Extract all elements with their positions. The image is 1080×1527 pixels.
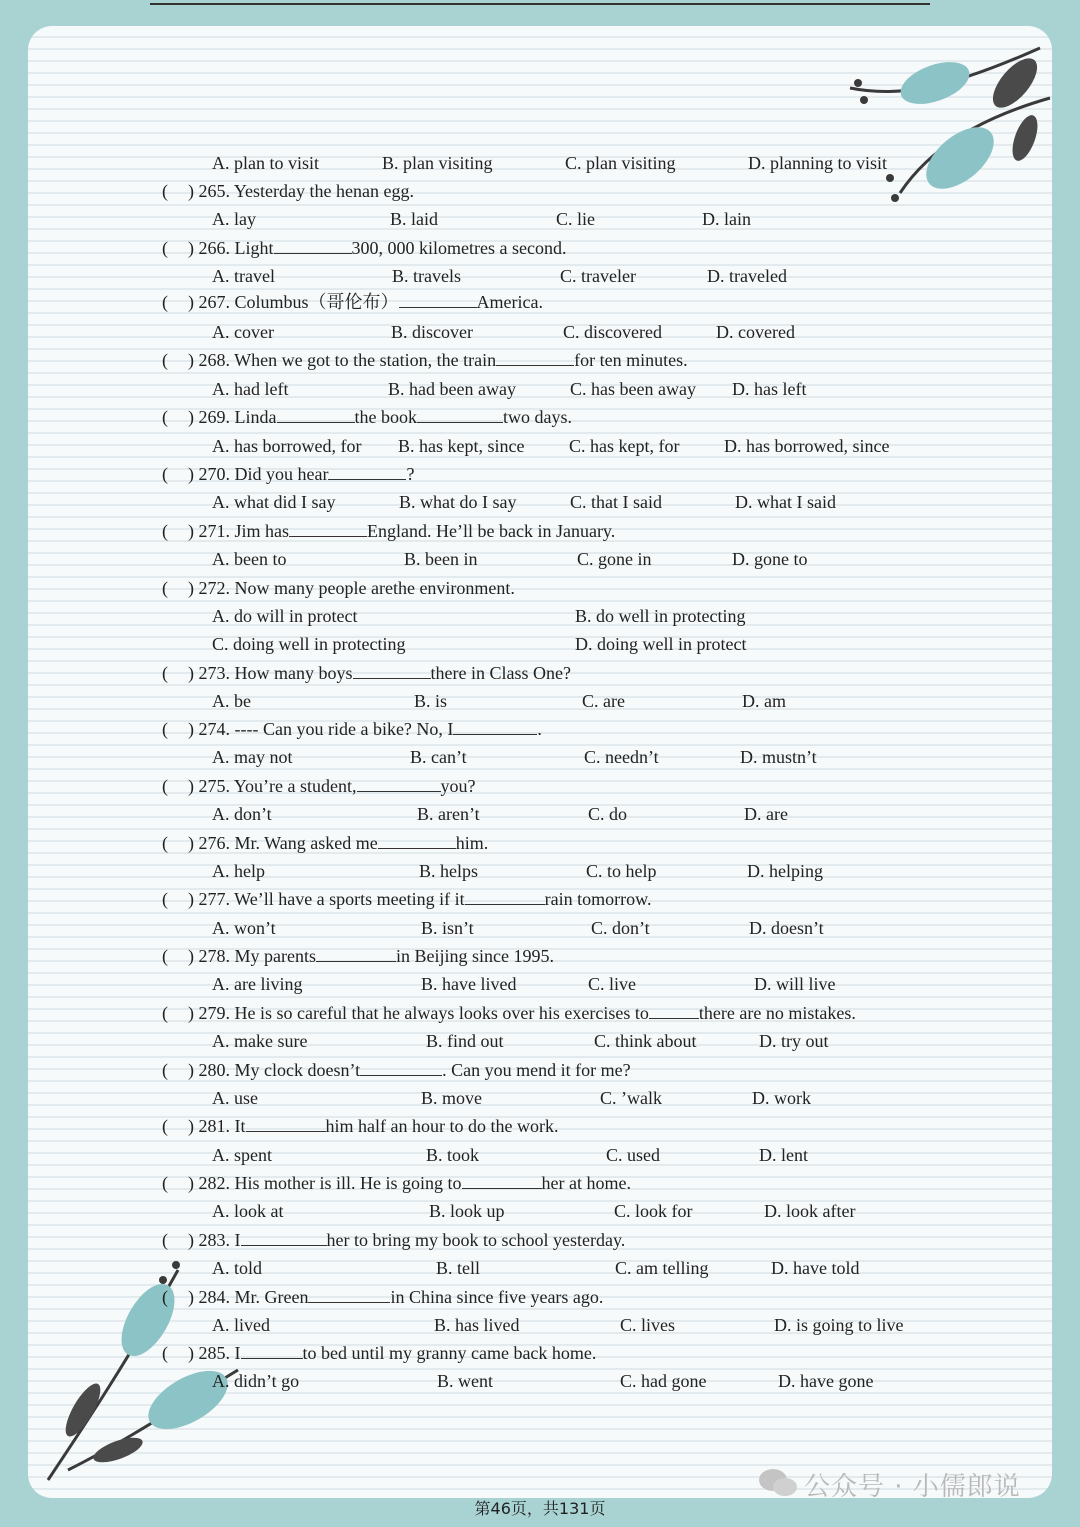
answer-option[interactable]: A. make sure [212,1031,308,1051]
answer-option[interactable]: A. what did I say [212,492,336,512]
question-stem [188,775,476,797]
answer-blank[interactable] [328,463,406,480]
answer-blank[interactable] [241,1342,303,1359]
leaf-branch-top-right-icon [840,28,1060,208]
answer-option[interactable]: D. is going to live [774,1315,904,1335]
question-stem [188,237,566,259]
answer-option[interactable]: A. spent [212,1145,272,1165]
answer-option[interactable]: B. helps [419,861,479,881]
stem-text: Did you hear [234,464,329,484]
page-footer: 第46页，共131页 [474,1499,606,1518]
answer-option[interactable]: C. live [588,974,636,994]
answer-option[interactable]: A. lay [212,209,256,229]
question-stem [188,1229,625,1251]
answer-paren: ( [162,1343,168,1363]
answer-paren: ( [162,1116,168,1136]
answer-blank[interactable] [378,832,456,849]
question-stem [188,1115,558,1137]
stem-text: Jim has [234,521,290,541]
answer-option[interactable]: D. gone to [732,549,808,569]
stem-text: I [234,1230,241,1250]
answer-paren: ( [162,833,168,853]
answer-option[interactable]: B. took [426,1145,480,1165]
question-stem [188,1286,603,1308]
answer-paren: ( [162,292,168,312]
answer-option[interactable]: A. do will in protect [212,606,358,626]
answer-option[interactable]: C. are [582,691,625,711]
wechat-icon [758,1466,798,1500]
answer-option[interactable]: B. discover [391,322,473,342]
answer-option[interactable]: D. has borrowed, since [724,436,890,456]
question-number: ) 285. [188,1343,235,1363]
question-number: ) 273. [188,663,235,683]
stem-text: When we got to the station, the train [234,350,497,370]
question-stem [188,463,414,485]
stem-text: an egg. [361,181,414,201]
question-stem [188,406,572,428]
top-rule [150,3,930,5]
answer-option[interactable]: C. discovered [563,322,662,342]
answer-paren: ( [162,181,168,201]
question-stem [188,1172,631,1194]
answer-blank[interactable] [417,406,503,423]
stem-text: Mr. Wang asked me [234,833,378,853]
question-number: ) 267. [188,292,235,312]
answer-option[interactable]: B. tell [436,1258,480,1278]
stem-text: Yesterday the hen [233,181,362,201]
answer-option[interactable]: A. plan to visit [212,153,319,173]
answer-paren: ( [162,1060,168,1080]
stem-text: Linda [234,407,277,427]
question-number: ) 282. [188,1173,235,1193]
question-number: ) 274. [188,719,235,739]
answer-option[interactable]: C. ’walk [600,1088,662,1108]
answer-option[interactable]: D. are [744,804,788,824]
answer-option[interactable]: A. help [212,861,265,881]
answer-option[interactable]: A. don’t [212,804,272,824]
question-stem [188,291,543,313]
stem-text: His mother is ill. He is going to [234,1173,462,1193]
stem-text: We’ll have a sports meeting if it [234,889,465,909]
answer-option[interactable]: B. do well in protecting [575,606,746,626]
answer-option[interactable]: D. have told [771,1258,860,1278]
answer-option[interactable]: A. has borrowed, for [212,436,362,456]
answer-blank[interactable] [399,291,477,308]
stem-text: the book [354,407,417,427]
question-number: ) 276. [188,833,235,853]
stem-text: in Beijing since 1995. [395,946,554,966]
stem-text: you? [440,776,476,796]
answer-option[interactable]: A. lived [212,1315,270,1335]
answer-blank[interactable] [353,662,431,679]
answer-blank[interactable] [316,945,396,962]
question-number: ) 280. [188,1060,235,1080]
stem-text: rain tomorrow. [544,889,652,909]
answer-blank[interactable] [465,888,545,905]
question-stem [188,520,615,542]
answer-option[interactable]: C. to help [586,861,657,881]
answer-blank[interactable] [308,1286,390,1303]
question-number: ) 270. [188,464,235,484]
stem-text: him half an hour to do the work. [325,1116,559,1136]
question-stem [188,577,515,599]
answer-paren: ( [162,1173,168,1193]
question-stem [188,662,571,684]
question-number: ) 275. [188,776,234,796]
answer-paren: ( [162,776,168,796]
answer-blank[interactable] [357,775,441,792]
answer-option[interactable]: B. has kept, since [398,436,525,456]
answer-option[interactable]: C. has been away [570,379,696,399]
answer-option[interactable]: B. look up [429,1201,505,1221]
stem-text: It [234,1116,246,1136]
question-number: ) 284. [188,1287,235,1307]
answer-option[interactable]: D. what I said [735,492,836,512]
answer-option[interactable]: D. will live [754,974,836,994]
question-number: ) 281. [188,1116,235,1136]
answer-option[interactable]: C. that I said [570,492,662,512]
answer-paren: ( [162,663,168,683]
question-stem [188,945,554,967]
answer-option[interactable]: B. move [421,1088,482,1108]
stem-text: England. He’ll be back in January. [367,521,616,541]
stem-text: My parents [234,946,316,966]
answer-option[interactable]: C. don’t [591,918,650,938]
answer-option[interactable]: A. may not [212,747,293,767]
stem-text: . [537,719,542,739]
answer-option[interactable]: B. laid [390,209,438,229]
answer-option[interactable]: A. use [212,1088,258,1108]
answer-paren: ( [162,1003,168,1023]
answer-option[interactable]: C. look for [614,1201,693,1221]
answer-paren: ( [162,238,168,258]
stem-text: to bed until my granny came back home. [302,1343,597,1363]
answer-blank[interactable] [289,520,367,537]
question-number: ) 272. [188,578,235,598]
answer-option[interactable]: C. plan visiting [565,153,676,173]
answer-paren: ( [162,521,168,541]
answer-option[interactable]: A. had left [212,379,289,399]
answer-option[interactable]: B. can’t [410,747,467,767]
question-number: ) 265. [188,181,234,201]
answer-option[interactable]: C. lie [556,209,595,229]
answer-option[interactable]: A. look at [212,1201,284,1221]
question-number: ) 266. [188,238,235,258]
answer-option[interactable]: D. covered [716,322,795,342]
answer-option[interactable]: B. isn’t [421,918,474,938]
stem-text: there in Class One? [430,663,571,683]
stem-text: the environment. [392,578,515,598]
stem-text: Now many people are [234,578,393,598]
answer-option[interactable]: A. are living [212,974,303,994]
answer-option[interactable]: C. gone in [577,549,652,569]
question-number: ) 278. [188,946,235,966]
stem-text: him. [455,833,489,853]
answer-option[interactable]: D. have gone [778,1371,874,1391]
stem-text: her to bring my book to school yesterday. [326,1230,626,1250]
answer-blank[interactable] [649,1002,699,1019]
answer-option[interactable]: A. won’t [212,918,276,938]
answer-option[interactable]: B. has lived [434,1315,520,1335]
answer-option[interactable]: C. do [588,804,628,824]
answer-option[interactable]: D. traveled [707,266,787,286]
answer-option[interactable]: D. lent [759,1145,808,1165]
answer-option[interactable]: C. traveler [560,266,636,286]
question-number: ) 271. [188,521,235,541]
answer-option[interactable]: B. plan visiting [382,153,493,173]
answer-blank[interactable] [496,349,574,366]
answer-option[interactable]: B. what do I say [399,492,517,512]
stem-text: 300, 000 kilometres a second. [351,238,567,258]
question-stem [188,888,651,910]
stem-text: there are no mistakes. [698,1003,856,1023]
answer-option[interactable]: A. cover [212,322,274,342]
answer-blank[interactable] [274,237,352,254]
answer-option[interactable]: B. aren’t [417,804,480,824]
question-stem [188,349,688,371]
answer-option[interactable]: C. think about [594,1031,697,1051]
answer-option[interactable]: D. am [742,691,786,711]
stem-text: . Can you mend it for me? [442,1060,631,1080]
answer-paren: ( [162,1230,168,1250]
question-stem [188,1059,631,1081]
answer-paren: ( [162,578,168,598]
question-stem [188,832,488,854]
answer-paren: ( [162,1287,168,1307]
answer-option[interactable]: A. didn’t go [212,1371,300,1391]
answer-option[interactable]: A. told [212,1258,263,1278]
watermark: 公众号 · 小儒郎说 [804,1472,1021,1502]
answer-paren: ( [162,719,168,739]
answer-option[interactable]: C. am telling [615,1258,709,1278]
stem-text: ---- Can you ride a bike? No, I [234,719,454,739]
answer-option[interactable]: B. travels [392,266,461,286]
answer-option[interactable]: D. work [752,1088,811,1108]
answer-blank[interactable] [241,1229,327,1246]
answer-option[interactable]: B. is [414,691,448,711]
answer-blank[interactable] [246,1115,326,1132]
answer-paren: ( [162,889,168,909]
question-number: ) 269. [188,407,235,427]
answer-option[interactable]: C. used [606,1145,660,1165]
answer-option[interactable]: B. been in [404,549,478,569]
answer-option[interactable]: C. doing well in protecting [212,634,406,654]
question-stem [188,718,542,740]
stem-text: How many boys [234,663,353,683]
stem-text: ? [406,464,415,484]
answer-blank[interactable] [453,718,537,735]
stem-text: in China since five years ago. [390,1287,604,1307]
question-number: ) 277. [188,889,235,909]
answer-option[interactable]: B. have lived [421,974,517,994]
answer-option[interactable]: C. needn’t [584,747,659,767]
stem-text: her at home. [541,1173,631,1193]
answer-option[interactable]: B. went [437,1371,493,1391]
answer-option[interactable]: A. be [212,691,251,711]
answer-option[interactable]: C. has kept, for [569,436,680,456]
answer-paren: ( [162,464,168,484]
answer-option[interactable]: A. travel [212,266,275,286]
stem-text: My clock doesn’t [234,1060,361,1080]
answer-option[interactable]: D. doing well in protect [575,634,747,654]
question-number: ) 268. [188,350,235,370]
answer-paren: ( [162,946,168,966]
answer-option[interactable]: C. lives [620,1315,676,1335]
question-stem [188,1342,596,1364]
question-stem [188,180,414,202]
answer-option[interactable]: D. doesn’t [749,918,824,938]
answer-option[interactable]: D. try out [759,1031,829,1051]
stem-text: I [234,1343,241,1363]
answer-blank[interactable] [462,1172,542,1189]
answer-option[interactable]: D. lain [702,209,751,229]
answer-option[interactable]: D. look after [764,1201,856,1221]
stem-text: You’re a student, [233,776,357,796]
answer-option[interactable]: A. been to [212,549,287,569]
stem-text: Light [234,238,274,258]
stem-text: two days. [503,407,572,427]
answer-paren: ( [162,350,168,370]
question-number: ) 279. [188,1003,235,1023]
answer-option[interactable]: D. planning to visit [748,153,887,173]
answer-option[interactable]: B. had been away [388,379,516,399]
answer-option[interactable]: C. had gone [620,1371,707,1391]
stem-text: He is so careful that he always looks over his exercises to [234,1003,649,1023]
question-stem [188,1002,856,1024]
stem-text: Mr. Green [234,1287,309,1307]
question-number: ) 283. [188,1230,235,1250]
answer-option[interactable]: B. find out [426,1031,504,1051]
stem-text: Columbus（哥伦布） [234,292,399,312]
stem-text: for ten minutes. [574,350,688,370]
answer-option[interactable]: D. helping [747,861,823,881]
stem-text: America. [476,292,543,312]
answer-option[interactable]: D. mustn’t [740,747,817,767]
answer-blank[interactable] [277,406,355,423]
answer-paren: ( [162,407,168,427]
answer-option[interactable]: D. has left [732,379,807,399]
answer-blank[interactable] [360,1059,442,1076]
